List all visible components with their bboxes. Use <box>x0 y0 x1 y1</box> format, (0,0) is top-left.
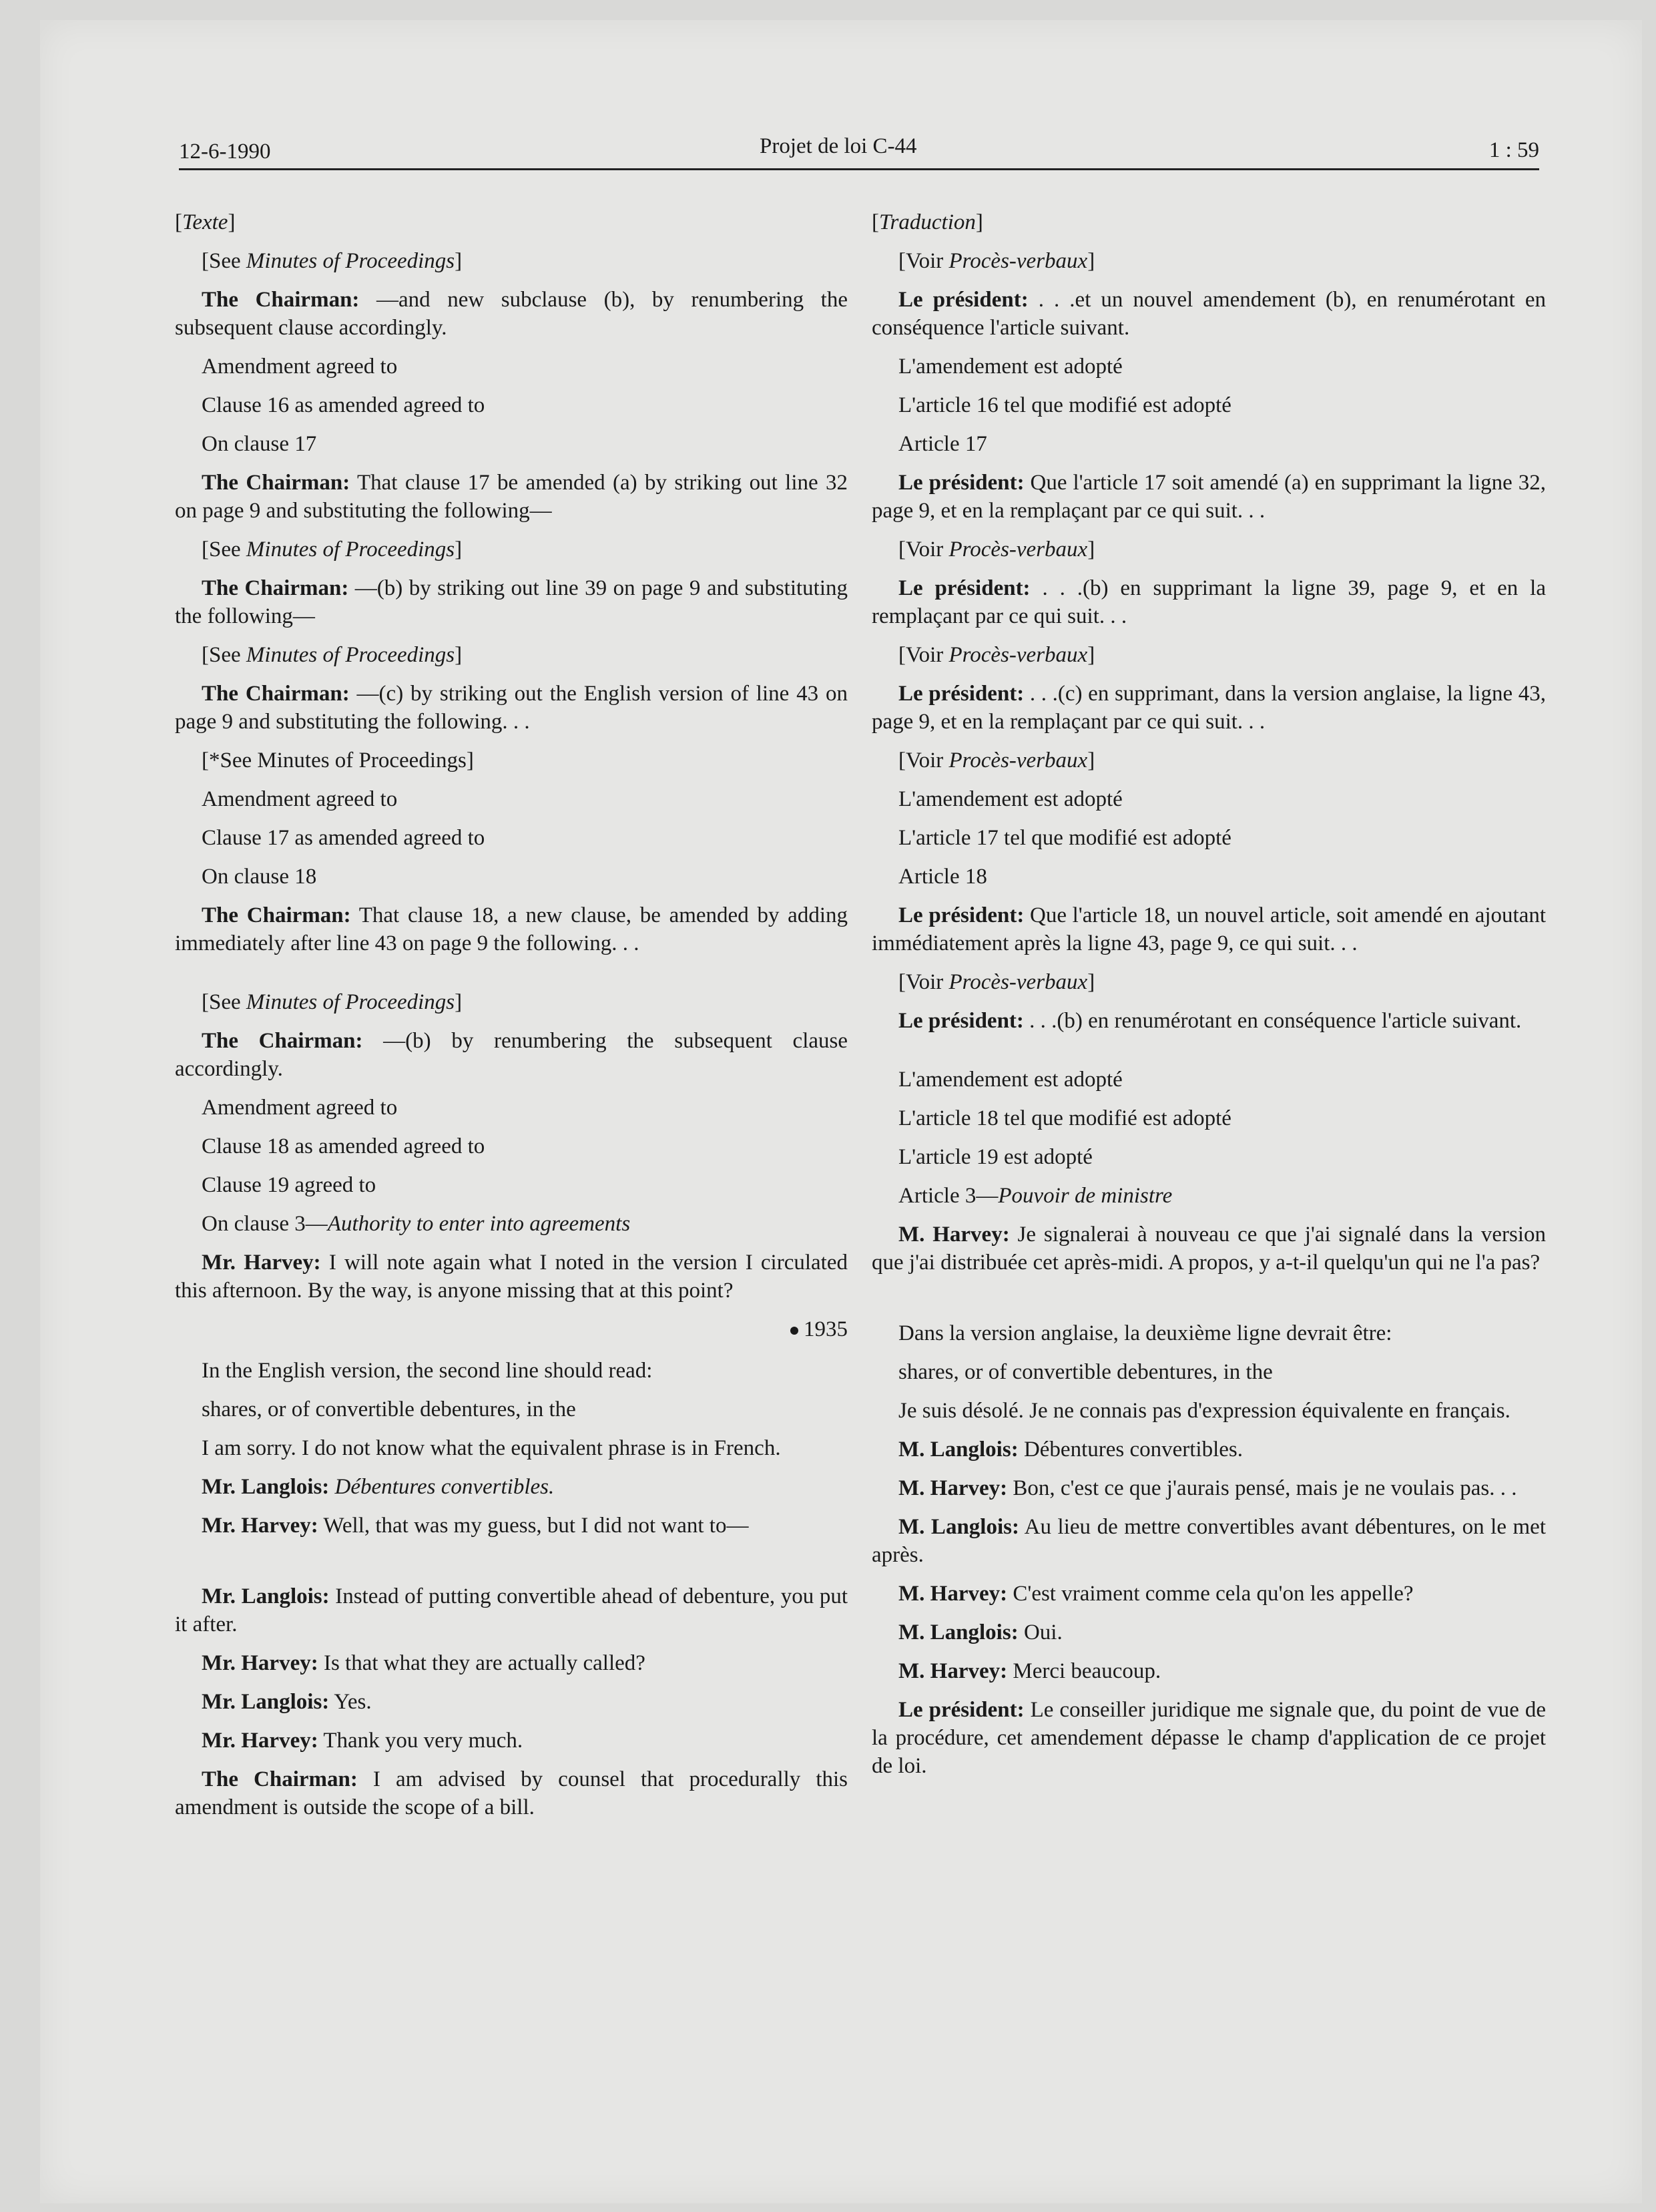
speaker-label: M. Harvey: <box>898 1659 1008 1683</box>
speaker-label: M. Harvey: <box>898 1582 1008 1606</box>
proceedings-ref: [See Minutes of Proceedings] <box>202 537 463 562</box>
speech-paragraph: M. Harvey: Merci beaucoup. <box>898 1659 1161 1683</box>
speech-paragraph: Mr. Harvey: Thank you very much. <box>202 1729 523 1753</box>
speech-paragraph: Le président: . . .(b) en renumérotant en conséquence l'article suivant. <box>898 1009 1522 1033</box>
speech-paragraph: Mr. Harvey: Well, that was my guess, but I did not want to— <box>202 1514 749 1538</box>
proceedings-ref: [See Minutes of Proceedings] <box>202 990 463 1014</box>
speaker-label: M. Langlois: <box>898 1620 1019 1644</box>
time-marker: 1935 <box>175 1315 848 1343</box>
page-header <box>179 131 1539 170</box>
header-page-number: 1 : 59 <box>1488 138 1539 162</box>
motion-line: L'article 16 tel que modifié est adopté <box>898 393 1231 417</box>
paragraph: In the English version, the second line should read: <box>202 1359 653 1383</box>
speaker-label: M. Harvey: <box>898 1476 1008 1500</box>
speech-paragraph: Le président: Que l'article 18, un nouvel article, soit amendé en ajoutant immédiatement après la ligne 43, page 9, ce qui suit. . . <box>872 903 1547 955</box>
speech-paragraph: The Chairman: —(c) by striking out the English version of line 43 on page 9 and substituting the following. . . <box>175 682 848 734</box>
motion-line: Clause 19 agreed to <box>202 1173 376 1197</box>
speaker-label: Mr. Harvey: <box>202 1651 318 1675</box>
speech-paragraph: Le président: Que l'article 17 soit amendé (a) en supprimant la ligne 32, page 9, et en la remplaçant par ce qui suit. . . <box>872 471 1547 523</box>
motion-line: Article 18 <box>898 865 987 889</box>
speaker-label: Mr. Harvey: <box>202 1514 318 1538</box>
motion-line: L'article 18 tel que modifié est adopté <box>898 1106 1231 1130</box>
speech-paragraph: Mr. Harvey: I will note again what I noted in the version I circulated this afternoon. By the way, is anyone missing that at this point? <box>175 1251 848 1303</box>
motion-line: Amendment agreed to <box>202 355 398 379</box>
motion-line: L'article 19 est adopté <box>898 1145 1093 1169</box>
speech-paragraph: The Chairman: —(b) by striking out line 39 on page 9 and substituting the following— <box>175 576 848 628</box>
motion-line: L'amendement est adopté <box>898 1068 1123 1092</box>
speaker-label: Le président: <box>898 1009 1024 1033</box>
speaker-label: Le président: <box>898 471 1025 495</box>
paragraph: Dans la version anglaise, la deuxième ligne devrait être: <box>898 1321 1392 1345</box>
proceedings-ref: [Voir Procès-verbaux] <box>898 643 1095 667</box>
speaker-label: Mr. Harvey: <box>202 1729 318 1753</box>
speech-paragraph: Mr. Langlois: Yes. <box>202 1690 372 1714</box>
speech-paragraph: The Chairman: I am advised by counsel that procedurally this amendment is outside the scope of a bill. <box>175 1767 848 1819</box>
speaker-label: Le président: <box>898 1698 1025 1722</box>
speech-paragraph: M. Harvey: C'est vraiment comme cela qu'on les appelle? <box>898 1582 1414 1606</box>
speech-paragraph: Mr. Langlois: Instead of putting convertible ahead of debenture, you put it after. <box>175 1584 848 1636</box>
proceedings-ref: [See Minutes of Proceedings] <box>202 643 463 667</box>
speech-paragraph: The Chairman: —and new subclause (b), by renumbering the subsequent clause accordingly. <box>175 288 848 340</box>
speaker-label: The Chairman: <box>202 1029 363 1053</box>
column-heading: [Texte] <box>175 210 236 234</box>
speaker-label: The Chairman: <box>202 682 350 706</box>
speaker-label: Mr. Langlois: <box>202 1584 330 1608</box>
motion-line: Clause 16 as amended agreed to <box>202 393 485 417</box>
speaker-label: Mr. Harvey: <box>202 1251 321 1275</box>
clause-heading: On clause 3—Authority to enter into agreements <box>202 1212 631 1236</box>
speech-paragraph: The Chairman: That clause 17 be amended (a) by striking out line 32 on page 9 and substituting the following— <box>175 471 848 523</box>
speaker-label: M. Harvey: <box>898 1223 1010 1247</box>
speech-paragraph: M. Langlois: Débentures convertibles. <box>898 1437 1243 1462</box>
proceedings-ref: [Voir Procès-verbaux] <box>898 249 1095 273</box>
quoted-line: shares, or of convertible debentures, in the <box>202 1397 576 1421</box>
motion-line: Amendment agreed to <box>202 787 398 811</box>
speaker-label: Mr. Langlois: <box>202 1690 330 1714</box>
speaker-label: Le président: <box>898 288 1029 312</box>
speech-paragraph: Le président: . . .et un nouvel amendement (b), en renumérotant en conséquence l'article suivant. <box>872 288 1546 340</box>
speech-paragraph: The Chairman: —(b) by renumbering the subsequent clause accordingly. <box>175 1029 848 1081</box>
french-column <box>872 208 1546 1791</box>
speaker-label: The Chairman: <box>202 288 360 312</box>
speech-paragraph: Mr. Harvey: Is that what they are actually called? <box>202 1651 645 1675</box>
motion-line: L'amendement est adopté <box>898 355 1123 379</box>
english-column <box>175 208 848 1832</box>
speaker-label: The Chairman: <box>202 903 351 927</box>
column-heading: [Traduction] <box>872 210 983 234</box>
motion-line: Clause 18 as amended agreed to <box>202 1134 485 1158</box>
speaker-label: Le président: <box>898 576 1031 600</box>
paragraph: Je suis désolé. Je ne connais pas d'expression équivalente en français. <box>898 1399 1510 1423</box>
bullet-icon <box>790 1327 798 1335</box>
speaker-label: Le président: <box>898 903 1025 927</box>
proceedings-ref: [Voir Procès-verbaux] <box>898 970 1095 994</box>
speaker-label: Le président: <box>898 682 1025 706</box>
motion-line: On clause 17 <box>202 432 317 456</box>
speaker-label: M. Langlois: <box>898 1437 1019 1462</box>
proceedings-ref: [*See Minutes of Proceedings] <box>202 748 474 772</box>
speech-paragraph: Le président: . . .(c) en supprimant, dans la version anglaise, la ligne 43, page 9, et en la remplaçant par ce qui suit. . . <box>872 682 1546 734</box>
speaker-label: The Chairman: <box>202 1767 358 1791</box>
speaker-label: M. Langlois: <box>898 1515 1019 1539</box>
speaker-label: Mr. Langlois: <box>202 1475 330 1499</box>
proceedings-ref: [See Minutes of Proceedings] <box>202 249 463 273</box>
motion-line: Article 17 <box>898 432 987 456</box>
paragraph: I am sorry. I do not know what the equivalent phrase is in French. <box>202 1436 781 1460</box>
speech-paragraph: Mr. Langlois: Débentures convertibles. <box>202 1475 555 1499</box>
motion-line: On clause 18 <box>202 865 317 889</box>
speech-paragraph: M. Harvey: Bon, c'est ce que j'aurais pensé, mais je ne voulais pas. . . <box>898 1476 1517 1500</box>
quoted-line: shares, or of convertible debentures, in the <box>898 1360 1273 1384</box>
speaker-label: The Chairman: <box>202 471 350 495</box>
clause-heading: Article 3—Pouvoir de ministre <box>898 1184 1173 1208</box>
motion-line: Clause 17 as amended agreed to <box>202 826 485 850</box>
speech-paragraph: Le président: Le conseiller juridique me signale que, du point de vue de la procédure, cet amendement dépasse le champ d'application de ce projet de loi. <box>872 1698 1546 1778</box>
motion-line: Amendment agreed to <box>202 1096 398 1120</box>
header-title: Projet de loi C-44 <box>760 134 917 158</box>
speech-paragraph: Le président: . . .(b) en supprimant la ligne 39, page 9, et en la remplaçant par ce qui suit. . . <box>872 576 1547 628</box>
speech-paragraph: The Chairman: That clause 18, a new clause, be amended by adding immediately after line 43 on page 9 the following. . . <box>175 903 848 955</box>
header-date: 12-6-1990 <box>179 140 271 164</box>
speech-paragraph: M. Langlois: Au lieu de mettre convertibles avant débentures, on le met après. <box>872 1515 1546 1567</box>
speech-paragraph: M. Harvey: Je signalerai à nouveau ce que j'ai signalé dans la version que j'ai distribuée cet après-midi. A propos, y a-t-il quelqu'un qui ne l'a pas? <box>872 1223 1546 1275</box>
proceedings-ref: [Voir Procès-verbaux] <box>898 748 1095 772</box>
proceedings-ref: [Voir Procès-verbaux] <box>898 537 1095 562</box>
motion-line: L'article 17 tel que modifié est adopté <box>898 826 1231 850</box>
motion-line: L'amendement est adopté <box>898 787 1123 811</box>
speech-paragraph: M. Langlois: Oui. <box>898 1620 1063 1644</box>
speaker-label: The Chairman: <box>202 576 349 600</box>
